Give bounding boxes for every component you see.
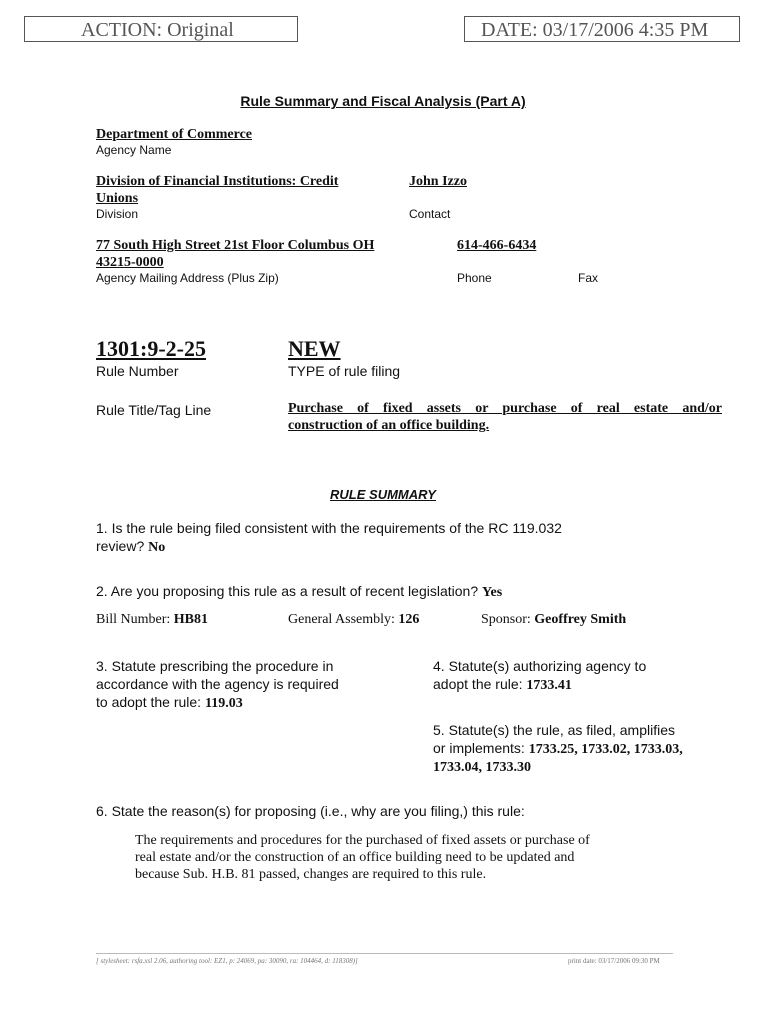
question-1-line1: 1. Is the rule being filed consistent with the requirements of the RC 119.032 bbox=[96, 520, 562, 536]
question-3-line1: 3. Statute prescribing the procedure in bbox=[96, 658, 334, 674]
action-box bbox=[24, 16, 298, 42]
footer-right: print date: 03/17/2006 09:30 PM bbox=[568, 957, 660, 965]
address-line1: 77 South High Street 21st Floor Columbus OH bbox=[96, 238, 375, 253]
footer-left: [ stylesheet: rsfa.xsl 2.06, authoring tool: EZ1, p: 24069, pa: 30090, ra: 104464, d: 118308)] bbox=[96, 957, 358, 965]
question-6: 6. State the reason(s) for proposing (i.e., why are you filing,) this rule: bbox=[96, 803, 525, 819]
rule-type-value: NEW bbox=[288, 336, 341, 361]
question-6-answer-line1: The requirements and procedures for the purchased of fixed assets or purchase of bbox=[135, 833, 590, 848]
question-4-text2: adopt the rule: bbox=[433, 676, 523, 692]
contact-value: John Izzo bbox=[409, 174, 467, 189]
rule-title-label: Rule Title/Tag Line bbox=[96, 402, 212, 418]
question-4-answer: 1733.41 bbox=[526, 678, 572, 693]
question-2-answer: Yes bbox=[482, 585, 503, 600]
question-3-answer: 119.03 bbox=[204, 696, 243, 711]
general-assembly-value: 126 bbox=[398, 612, 420, 627]
agency-name-value: Department of Commerce bbox=[96, 127, 253, 142]
sponsor-value: Geoffrey Smith bbox=[534, 612, 627, 627]
question-5-answer-line1: 1733.25, 1733.02, 1733.03, bbox=[528, 742, 683, 757]
sponsor-label: Sponsor: bbox=[481, 612, 531, 627]
rule-number-label: Rule Number bbox=[96, 363, 179, 379]
fax-label: Fax bbox=[578, 271, 599, 285]
rule-title-line2: construction of an office building. bbox=[288, 418, 490, 433]
question-1-text2: review? bbox=[96, 538, 145, 554]
division-value-line1: Division of Financial Institutions: Credit bbox=[96, 174, 339, 189]
question-5-line2 bbox=[433, 739, 743, 759]
address-label: Agency Mailing Address (Plus Zip) bbox=[96, 271, 279, 285]
question-5 bbox=[433, 721, 743, 777]
bill-number bbox=[96, 612, 208, 628]
page-title: Rule Summary and Fiscal Analysis (Part A) bbox=[240, 93, 526, 109]
rule-number-value: 1301:9-2-25 bbox=[96, 336, 206, 361]
address-line2: 43215-0000 bbox=[96, 255, 164, 270]
question-2-text: 2. Are you proposing this rule as a result of recent legislation? bbox=[96, 583, 479, 599]
rule-summary-heading: RULE SUMMARY bbox=[330, 487, 436, 502]
question-6-answer-line3: because Sub. H.B. 81 passed, changes are required to this rule. bbox=[135, 867, 487, 882]
question-1 bbox=[96, 519, 716, 557]
sponsor bbox=[481, 612, 626, 628]
rule-title-line1-text: Purchase of fixed assets or purchase of real estate and/or bbox=[288, 401, 722, 416]
question-3-text3: to adopt the rule: bbox=[96, 694, 202, 710]
division-label: Division bbox=[96, 207, 139, 221]
question-4-line2 bbox=[433, 675, 733, 695]
date-text: DATE: 03/17/2006 4:35 PM bbox=[481, 19, 709, 41]
question-4-line1: 4. Statute(s) authorizing agency to bbox=[433, 658, 647, 674]
question-1-line2 bbox=[96, 537, 716, 557]
general-assembly-label: General Assembly: bbox=[288, 612, 395, 627]
question-6-answer bbox=[135, 832, 725, 883]
phone-label: Phone bbox=[457, 271, 492, 285]
question-3-line3 bbox=[96, 693, 396, 713]
contact-label: Contact bbox=[409, 207, 451, 221]
rule-type-label: TYPE of rule filing bbox=[288, 363, 401, 379]
bill-number-label: Bill Number: bbox=[96, 612, 171, 627]
bill-number-value: HB81 bbox=[173, 612, 209, 627]
question-3-line2: accordance with the agency is required bbox=[96, 676, 339, 692]
question-5-answer-line2: 1733.04, 1733.30 bbox=[433, 760, 531, 775]
question-2 bbox=[96, 582, 736, 602]
question-5-line1: 5. Statute(s) the rule, as filed, amplifies bbox=[433, 722, 675, 738]
question-3 bbox=[96, 657, 396, 713]
phone-value: 614-466-6434 bbox=[457, 238, 537, 253]
question-1-answer: No bbox=[148, 540, 166, 555]
footer-rule bbox=[96, 953, 673, 954]
date-box bbox=[464, 16, 740, 42]
question-6-answer-line2: real estate and/or the construction of an office building need to be updated and bbox=[135, 850, 575, 865]
question-5-text2: or implements: bbox=[433, 740, 525, 756]
general-assembly bbox=[288, 612, 419, 628]
agency-name-label: Agency Name bbox=[96, 143, 172, 157]
question-4 bbox=[433, 657, 733, 695]
rule-title-line1 bbox=[288, 400, 722, 417]
division-value-line2: Unions bbox=[96, 191, 139, 206]
action-text: ACTION: Original bbox=[81, 19, 234, 41]
